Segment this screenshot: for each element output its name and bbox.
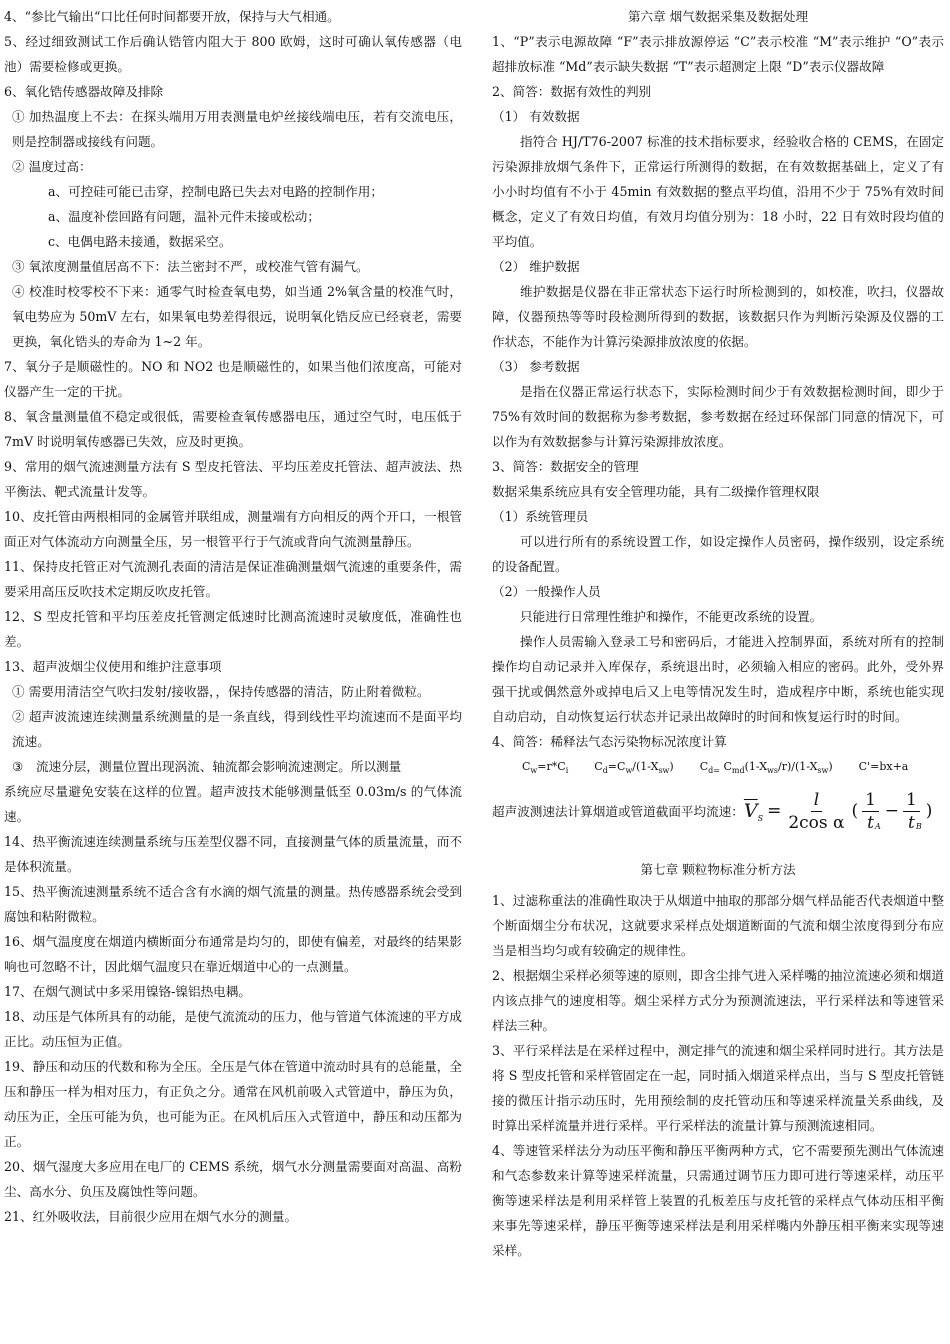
text-line: 1、“P”表示电源故障 “F”表示排放源停运 “C”表示校准 “M”表示维护 “O”表示超排放标准 “Md”表示缺失数据 “T”表示超测定上限 “D”表示仪器故障 <box>492 34 944 74</box>
text-line: 4、“参比气输出“口比任何时间都要开放，保持与大气相通。 <box>4 9 340 24</box>
text-line: 可以进行所有的系统设置工作，如设定操作人员密码，操作级别，设定系统的设备配置。 <box>492 534 944 574</box>
section-heading: （3） 参考数据 <box>492 359 580 374</box>
ultrasonic-velocity-equation <box>492 779 944 843</box>
text-line: 12、S 型皮托管和平均压差皮托管测定低速时比测高流速时灵敏度低，准确性也差。 <box>4 609 462 649</box>
text-line: 维护数据是仪器在非正常状态下运行时所检测到的，如校准，吹扫，仪器故障，仪器预热等等时段检测所得到的数据，该数据只作为判断污染源及仪器的工作状态，不能作为计算污染源排放浓度的依据。 <box>492 284 944 349</box>
section-heading: （2）一般操作人员 <box>492 584 601 599</box>
formula-calibration: C'=bx+a <box>858 760 909 773</box>
right-column <box>492 4 944 1263</box>
text-line: ① 加热温度上不去：在探头端用万用表测量电炉丝接线端电压，若有交流电压，则是控制器或接线有问题。 <box>12 109 462 149</box>
text-line: 是指在仪器正常运行状态下，实际检测时间少于有效数据检测时间，即少于 75%有效时间的数据称为参考数据，参考数据在经过环保部门同意的情况下，可以作为有效数据参与计算污染源排放浓度。 <box>492 384 944 449</box>
text-line: 2、根据烟尘采样必须等速的原则，即含尘排气进入采样嘴的抽泣流速必须和烟道内该点排气的速度相等。烟尘采样方式分为预测流速法，平行采样法和等速管采样法三种。 <box>492 968 944 1033</box>
text-line: 20、烟气湿度大多应用在电厂的 CEMS 系统，烟气水分测量需要面对高温、高粉尘、高水分、负压及腐蚀性等问题。 <box>4 1159 462 1199</box>
left-column <box>4 4 462 1229</box>
section-heading: （1） 有效数据 <box>492 109 580 124</box>
text-line: 7、氧分子是顺磁性的。NO 和 NO2 也是顺磁性的，如果当他们浓度高，可能对仪器产生一定的干扰。 <box>4 359 462 399</box>
text-line: 18、动压是气体所具有的动能，是使气流流动的压力，他与管道气体流速的平方成正比。动压恒为正值。 <box>4 1009 462 1049</box>
section-heading: 4、简答：稀释法气态污染物标况浓度计算 <box>492 734 727 749</box>
section-heading: （1）系统管理员 <box>492 509 589 524</box>
section-heading: 6、氧化锆传感器故障及排除 <box>4 84 164 99</box>
text-line: 10、皮托管由两根相同的金属管并联组成，测量端有方向相反的两个开口，一根管面正对气体流动方向测量全压，另一根管平行于气流或背向气流测量静压。 <box>4 509 462 549</box>
section-heading: 3、简答：数据安全的管理 <box>492 459 639 474</box>
text-line: 只能进行日常理性维护和操作，不能更改系统的设置。 <box>520 609 823 624</box>
text-line: 操作人员需输入登录工号和密码后，才能进入控制界面，系统对所有的控制操作均自动记录并入库保存，系统退出时，必须输入相应的密码。此外，受外界强干扰或偶然意外或掉电后又上电等情况发生时，造成程序中断，系统也能实现自动启动，自动恢复运行状态并记录出故障时的时间和恢复运行时的时间。 <box>492 634 944 724</box>
text-line: 流速分层，测量位置出现涡流、轴流都会影响流速测定。所以测量 <box>36 759 402 774</box>
text-line: 16、烟气温度度在烟道内横断面分布通常是均匀的，即使有偏差，对最终的结果影响也可忽略不计，因此烟气温度只在靠近烟道中心的一点测量。 <box>4 934 462 974</box>
text-line: ③ 氧浓度测量值居高不下：法兰密封不严，或校准气管有漏气。 <box>12 259 369 274</box>
text-line: ① 需要用清洁空气吹扫发射/接收器，，保持传感器的清洁，防止附着微粒。 <box>12 684 430 699</box>
section-heading: 2、简答：数据有效性的判别 <box>492 84 652 99</box>
formula-cd-md: $C_{d=}$ $C_{md}(1-X_{ws}/r)/(1-X_{sw})$ <box>699 760 833 775</box>
velocity-formula: $\overline{V}$ S = $\frac{l}{\text{2cos α}}$ ( $\frac{1}{t}$ A − $\frac{1}{t}$ B ) <box>743 789 933 833</box>
ultrasonic-label: 超声波测速法计算烟道或管道截面平均流速： <box>492 803 744 819</box>
text-line: 4、等速管采样法分为动压平衡和静压平衡两种方式，它不需要预先测出气体流速和气态参数来计算等速采样流量，只需通过调节压力即可进行等速采样，动压平衡等速采样法是利用采样管上装置的孔板差压与皮托管的采样点气体动压相平衡来事先等速采样，静压平衡等速采样法是利用采样嘴内外静压相平衡来实现等速采样。 <box>492 1143 944 1258</box>
text-line: 17、在烟气测试中多采用镍铬-镍铝热电耦。 <box>4 984 251 999</box>
text-line: 数据采集系统应具有安全管理功能，具有二级操作管理权限 <box>492 484 820 499</box>
text-line: 15、热平衡流速测量系统不适合含有水滴的烟气流量的测量。热传感器系统会受到腐蚀和粘附微粒。 <box>4 884 462 924</box>
dilution-formulas <box>492 754 944 779</box>
text-line: 14、热平衡流速连续测量系统与压差型仪器不同，直接测量气体的质量流量，而不是体积流量。 <box>4 834 462 874</box>
section-heading: 13、超声波烟尘仪使用和维护注意事项 <box>4 659 222 674</box>
text-line: a、可控硅可能已击穿，控制电路已失去对电路的控制作用； <box>48 184 383 199</box>
text-line: ④ 校准时校零校不下来：通零气时检查氧电势，如当通 2%氧含量的校准气时，氧电势应为 50mV 左右，如果氧电势差得很远，说明氧化锆反应已经衰老，需要更换，氧化锆头的寿命为 1~2 年。 <box>12 284 462 349</box>
formula-cd: $C_d=C_w/(1-X_{sw})$ <box>594 760 674 775</box>
text-line: 19、静压和动压的代数和称为全压。全压是气体在管道中流动时具有的总能量，全压和静压一样为相对压力，有正负之分。通常在风机前吸入式管道中，静压为负，动压为正，全压可能为负，也可能为正。在风机后压入式管道中，静压和动压都为正。 <box>4 1059 462 1149</box>
section-heading: （2） 维护数据 <box>492 259 580 274</box>
text-line: 21、红外吸收法，目前很少应用在烟气水分的测量。 <box>4 1209 298 1224</box>
chapter-6-title: 第六章 烟气数据采集及数据处理 <box>627 9 809 24</box>
text-line: ③ <box>12 759 24 774</box>
text-line: 11、保持皮托管正对气流测孔表面的清洁是保证准确测量烟气流速的重要条件，需要采用高压反吹技术定期反吹皮托管。 <box>4 559 462 599</box>
text-line: 5、经过细致测试工作后确认锆管内阻大于 800 欧姆，这时可确认氧传感器（电池）需要检修或更换。 <box>4 34 462 74</box>
text-line: 8、氧含量测量值不稳定或很低，需要检查氧传感器电压，通过空气时，电压低于 7mV 时说明氧传感器已失效，应及时更换。 <box>4 409 462 449</box>
text-line: ② 超声波流速连续测量系统测量的是一条直线，得到线性平均流速而不是面平均流速。 <box>12 709 462 749</box>
text-line: 1、过滤称重法的准确性取决于从烟道中抽取的那部分烟气样品能否代表烟道中整个断面烟尘分布状况，这就要求采样点处烟道断面的气流和烟尘浓度得到分布应当是相当均匀或有较确定的规律性。 <box>492 893 944 958</box>
text-line: 系统应尽量避免安装在这样的位置。超声波技术能够测量低至 0.03m/s 的气体流速。 <box>4 784 462 824</box>
text-line: 指符合 HJ/T76-2007 标准的技术指标要求，经验收合格的 CEMS，在固定污染源排放烟气条件下，正常运行所测得的数据，在有效数据基础上，定义了有小小时均值有不小于 45min 有效数据的整点平均值，沿用不少于 75%有效时间概念，定义了有效日均值，有效月均值分别为：18 小时，22 日有效时段均值的平均值。 <box>492 134 944 249</box>
text-line: ② 温度过高： <box>12 159 92 174</box>
formula-cw: $C_w=r*C_i$ <box>522 760 569 775</box>
text-line: 3、平行采样法是在采样过程中，测定排气的流速和烟尘采样同时进行。其方法是将 S 型皮托管和采样管固定在一起，同时插入烟道采样点出，当与 S 型皮托管链接的微压计指示动压时，先用预绘制的皮托管动压和等速采样流量关系曲线，及时算出采样流量并进行采样。平行采样法的流量计算与预测流速相同。 <box>492 1043 944 1133</box>
text-line: c、电偶电路未接通，数据采空。 <box>48 234 232 249</box>
text-line: 9、常用的烟气流速测量方法有 S 型皮托管法、平均压差皮托管法、超声波法、热平衡法、靶式流量计发等。 <box>4 459 462 499</box>
chapter-7-title: 第七章 颗粒物标准分析方法 <box>640 862 796 877</box>
text-line: a、温度补偿回路有问题，温补元件未接或松动； <box>48 209 320 224</box>
